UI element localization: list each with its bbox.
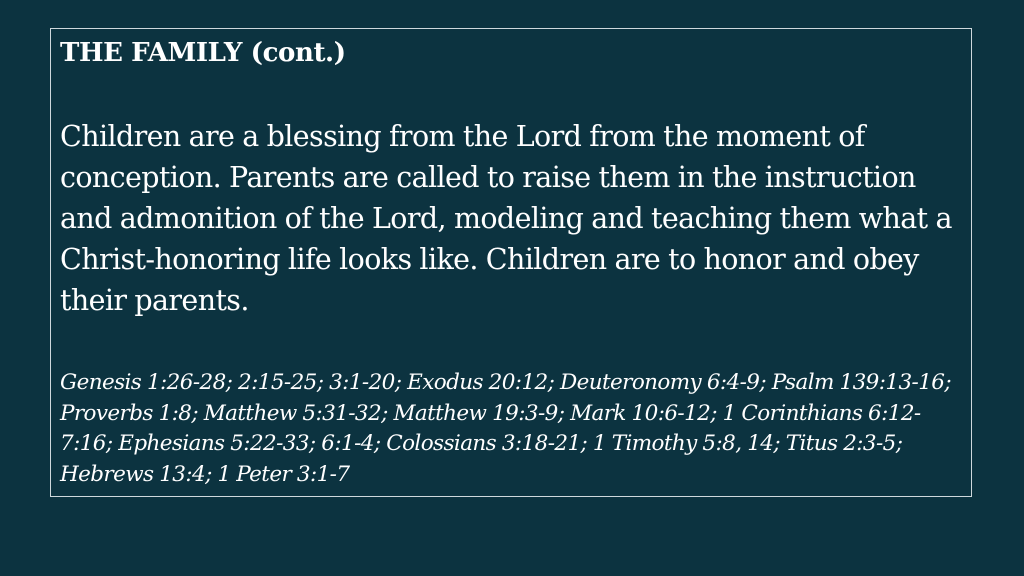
scripture-references: Genesis 1:26-28; 2:15-25; 3:1-20; Exodus 20:12; Deuteronomy 6:4-9; Psalm 139:13-16; Proverbs 1:8; Matthew 5:31-32; Matthew 19:3-9; Mark 10:6-12; 1 Corinthians 6:12-7:16; Ephesians 5:22-33; 6:1-4; Colossians 3:18-21; 1 Timothy 5:8, 14; Titus 2:3-5; Hebrews 13:4; 1 Peter 3:1-7	[60, 370, 952, 487]
text-box-frame	[50, 28, 972, 497]
slide-title: THE FAMILY (cont.)	[60, 38, 346, 68]
text-box-content	[60, 33, 961, 490]
body-paragraph: Children are a blessing from the Lord from the moment of conception. Parents are called to raise them in the instruction and admonition of the Lord, modeling and teaching them what a Christ-honoring life looks like. Children are to honor and obey their parents.	[60, 120, 952, 317]
